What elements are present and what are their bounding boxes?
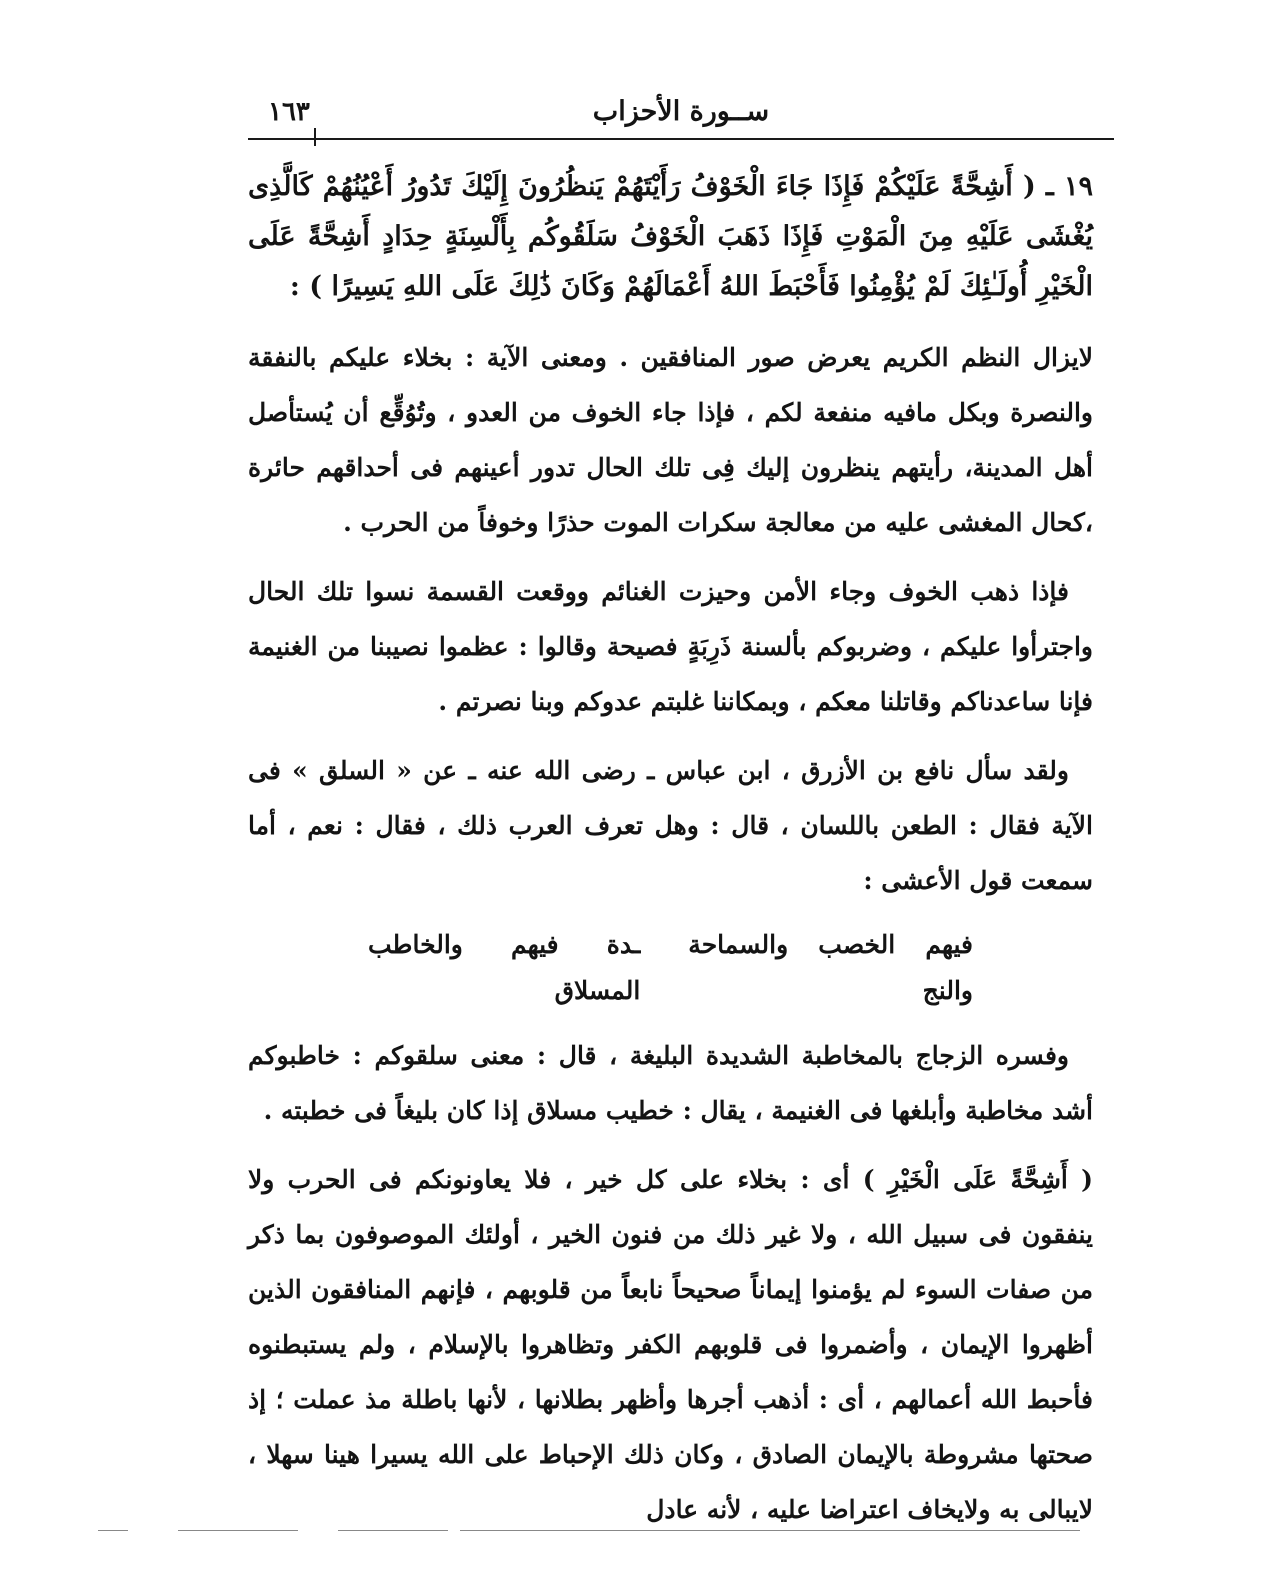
- page-body: [248, 162, 1093, 1551]
- quran-verse: ١٩ ـ ( أَشِحَّةً عَلَيْكُمْ فَإِذَا جَاءَ الْخَوْفُ رَأَيْتَهُمْ يَنظُرُونَ إِلَيْكَ تَدُورُ أَعْيُنُهُمْ كَالَّذِى يُغْشَى عَلَيْهِ مِنَ الْمَوْتِ فَإِذَا ذَهَبَ الْخَوْفُ سَلَقُوكُم بِأَلْسِنَةٍ حِدَادٍ أَشِحَّةً عَلَى الْخَيْرِ أُولَـٰئِكَ لَمْ يُؤْمِنُوا فَأَحْبَطَ اللهُ أَعْمَالَهُمْ وَكَانَ ذَٰلِكَ عَلَى اللهِ يَسِيرًا ) :: [248, 171, 1093, 302]
- footer-rule-segment: [338, 1530, 448, 1531]
- poem-hemistich-2: ـدة فيهم والخاطب المسلاق: [368, 930, 641, 1005]
- poem-hemistich-1: فيهم الخصب والسماحة والنج: [688, 930, 973, 1005]
- header-rule: [248, 138, 1114, 140]
- footer-rule-segment: [178, 1530, 298, 1531]
- paragraph-4: وفسره الزجاج بالمخاطبة الشديدة البليغة ، قال : معنى سلقوكم : خاطبوكم أشد مخاطبة وأبلغها فى الغنيمة ، يقال : خطيب مسلاق إذا كان بليغاً فى خطبته .: [248, 1041, 1093, 1125]
- footer-rule-segment: [460, 1530, 1080, 1531]
- footer-rule-segment: [98, 1530, 128, 1531]
- page-number: ١٦٣: [268, 97, 310, 127]
- surah-title: ســورة الأحزاب: [592, 96, 770, 127]
- poem-verse: [248, 922, 1093, 1014]
- header-rule-tick: [314, 128, 316, 146]
- paragraph-3: ولقد سأل نافع بن الأزرق ، ابن عباس ـ رضى الله عنه ـ عن « السلق » فى الآية فقال : الطعن باللسان ، قال : وهل تعرف العرب ذلك ، فقال : نعم ، أما سمعت قول الأعشى :: [248, 756, 1093, 895]
- paragraph-1: لايزال النظم الكريم يعرض صور المنافقين . ومعنى الآية : بخلاء عليكم بالنفقة والنصرة وبكل مافيه منفعة لكم ، فإذا جاء الخوف من العدو ، وتُوُقِّع أن يُستأصل أهل المدينة، رأيتهم ينظرون إليك فِى تلك الحال تدور أعينهم فى أحداقهم حائرة ،كحال المغشى عليه من معالجة سكرات الموت حذرًا وخوفاً من الحرب .: [248, 343, 1093, 537]
- paragraph-5: ( أَشِحَّةً عَلَى الْخَيْرِ ) أى : بخلاء على كل خير ، فلا يعاونونكم فى الحرب ولا ينفقون فى سبيل الله ، ولا غير ذلك من فنون الخير ، أولئك الموصوفون بما ذكر من صفات السوء لم يؤمنوا إيماناً صحيحاً نابعاً من قلوبهم ، فإنهم المنافقون الذين أظهروا الإيمان ، وأضمروا فى قلوبهم الكفر وتظاهروا بالإسلام ، ولم يستبطنوه فأحبط الله أعمالهم ، أى : أذهب أجرها وأظهر بطلانها ، لأنها باطلة مذ عملت ؛ إذ صحتها مشروطة بالإيمان الصادق ، وكان ذلك الإحباط على الله يسيرا هينا سهلا ، لايبالى به ولايخاف اعتراضا عليه ، لأنه عادل: [248, 1165, 1093, 1524]
- page-header: [248, 92, 1114, 138]
- paragraph-2: فإذا ذهب الخوف وجاء الأمن وحيزت الغنائم ووقعت القسمة نسوا تلك الحال واجترأوا عليكم ، وضربوكم بألسنة ذَرِبَةٍ فصيحة وقالوا : عظموا نصيبنا من الغنيمة فإنا ساعدناكم وقاتلنا معكم ، وبمكاننا غلبتم عدوكم وبنا نصرتم .: [248, 577, 1093, 716]
